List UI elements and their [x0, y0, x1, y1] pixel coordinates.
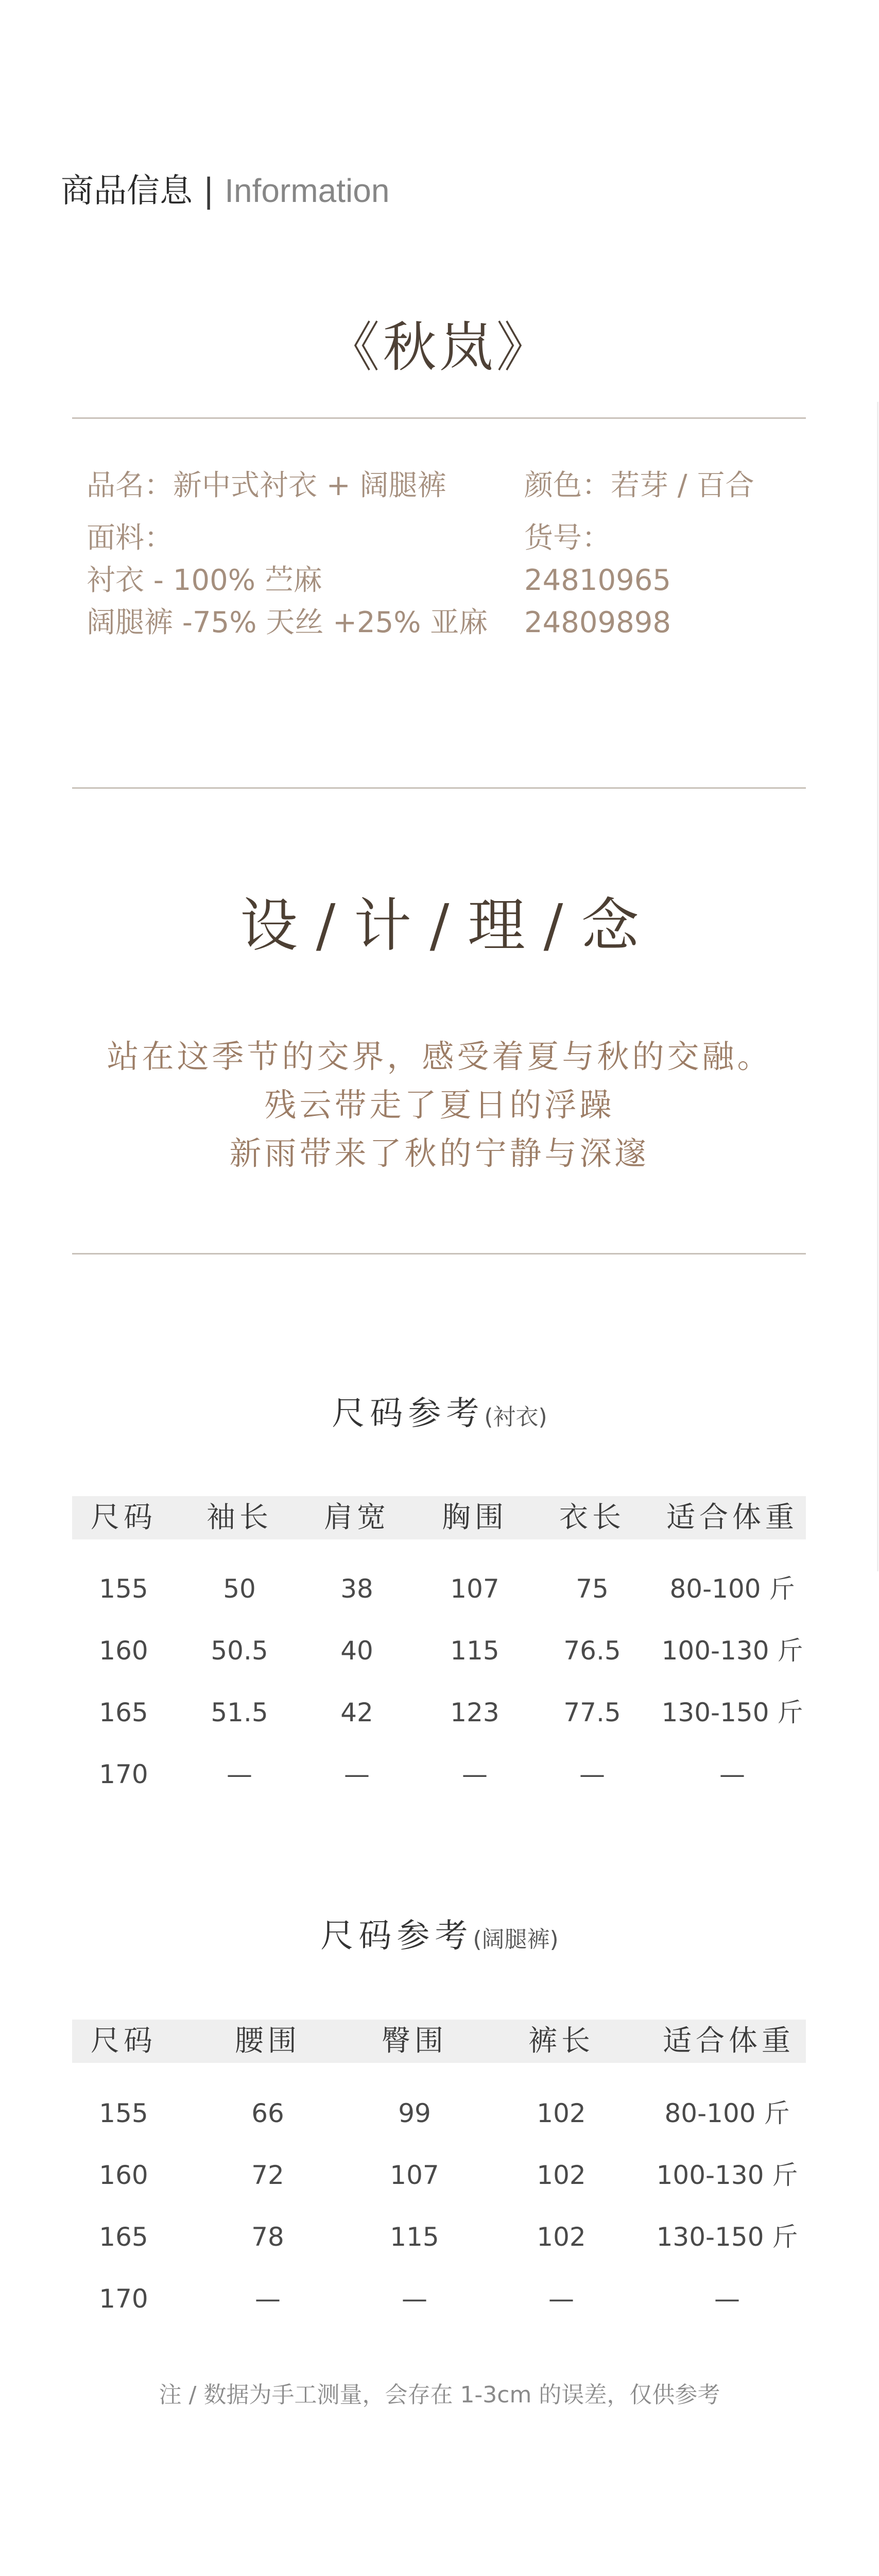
- shirt-r3-c3: 42: [340, 1698, 373, 1727]
- shirt-r2-c6: 100-130 斤: [661, 1636, 803, 1666]
- shirt-r3-c2: 51.5: [211, 1698, 268, 1727]
- sku-pants: 24809898: [524, 606, 671, 639]
- pants-table-header: [72, 2020, 806, 2063]
- fabric-shirt: 衬衣 - 100% 苎麻: [87, 564, 322, 597]
- pants-table-title: [0, 1917, 879, 1955]
- pants-r1-c2: 66: [251, 2098, 284, 2128]
- pants-r4-c5: —: [714, 2284, 740, 2314]
- design-line-2: 残云带走了夏日的浮躁: [264, 1086, 615, 1124]
- pants-th-weight: 适合体重: [663, 2024, 795, 2058]
- header-separator: |: [203, 172, 214, 210]
- shirt-table-subtitle: (衬衣): [484, 1404, 547, 1430]
- shirt-r2-c4: 115: [450, 1636, 499, 1666]
- shirt-r1-c4: 107: [450, 1574, 499, 1604]
- shirt-table-title-main: 尺码参考: [332, 1395, 485, 1433]
- shirt-r1-c6: 80-100 斤: [669, 1574, 795, 1604]
- info-left: [87, 465, 488, 644]
- pants-th-size: 尺码: [91, 2024, 157, 2058]
- shirt-th-weight: 适合体重: [666, 1501, 798, 1534]
- pants-r2-c2: 72: [251, 2160, 284, 2190]
- shirt-th-chest: 胸围: [442, 1501, 508, 1534]
- divider-top: [72, 417, 806, 419]
- pants-table-subtitle: (阔腿裤): [473, 1926, 559, 1953]
- shirt-r3-c6: 130-150 斤: [661, 1698, 803, 1727]
- measurement-note: 注 / 数据为手工测量，会存在 1-3cm 的误差，仅供参考: [159, 2382, 720, 2408]
- header-en: Information: [225, 172, 390, 209]
- shirt-r4-c3: —: [344, 1759, 370, 1789]
- section-header: [61, 174, 389, 208]
- pants-r1-c1: 155: [99, 2098, 148, 2128]
- shirt-r4-c4: —: [462, 1759, 488, 1789]
- divider-bottom: [72, 1253, 806, 1255]
- pants-r3-c2: 78: [251, 2222, 284, 2252]
- pants-r4-c3: —: [402, 2284, 427, 2314]
- divider-middle: [72, 787, 806, 789]
- sku-label: 货号：: [524, 521, 611, 555]
- shirt-r1-c5: 75: [576, 1574, 609, 1604]
- right-edge-line: [877, 402, 878, 1571]
- shirt-r3-c5: 77.5: [563, 1698, 621, 1727]
- shirt-r4-c5: —: [579, 1759, 605, 1789]
- design-line-3: 新雨带来了秋的宁静与深邃: [229, 1134, 650, 1172]
- shirt-th-length: 衣长: [559, 1501, 625, 1534]
- pants-th-length: 裤长: [528, 2024, 594, 2058]
- pants-r4-c1: 170: [99, 2284, 148, 2314]
- pants-r3-c3: 115: [390, 2222, 439, 2252]
- fabric-pants: 阔腿裤 -75% 天丝 +25% 亚麻: [87, 606, 488, 639]
- shirt-r2-c2: 50.5: [211, 1636, 268, 1666]
- product-color: 颜色：若芽 / 百合: [524, 469, 754, 502]
- pants-r1-c4: 102: [537, 2098, 586, 2128]
- pants-r2-c4: 102: [537, 2160, 586, 2190]
- pants-r4-c2: —: [255, 2284, 281, 2314]
- pants-r4-c4: —: [548, 2284, 574, 2314]
- shirt-th-size: 尺码: [91, 1501, 157, 1534]
- sku-shirt: 24810965: [524, 564, 671, 597]
- shirt-table-title: [0, 1395, 879, 1433]
- pants-r1-c5: 80-100 斤: [664, 2098, 790, 2128]
- pants-r3-c4: 102: [537, 2222, 586, 2252]
- product-name: 品名：新中式衬衣 + 阔腿裤: [87, 469, 446, 502]
- shirt-r4-c6: —: [719, 1759, 745, 1789]
- design-line-1: 站在这季节的交界，感受着夏与秋的交融。: [107, 1038, 772, 1075]
- pants-r3-c1: 165: [99, 2222, 148, 2252]
- header-cn: 商品信息: [61, 172, 193, 210]
- pants-r2-c5: 100-130 斤: [656, 2160, 798, 2190]
- pants-r1-c3: 99: [398, 2098, 431, 2128]
- pants-table-title-main: 尺码参考: [320, 1917, 473, 1955]
- pants-r2-c3: 107: [390, 2160, 439, 2190]
- shirt-r2-c5: 76.5: [563, 1636, 621, 1666]
- shirt-r3-c1: 165: [99, 1698, 148, 1727]
- shirt-r1-c2: 50: [223, 1574, 256, 1604]
- shirt-r1-c1: 155: [99, 1574, 148, 1604]
- shirt-th-shoulder: 肩宽: [324, 1501, 390, 1534]
- pants-r3-c5: 130-150 斤: [656, 2222, 798, 2252]
- design-title: 设 / 计 / 理 / 念: [240, 892, 639, 959]
- shirt-r2-c1: 160: [99, 1636, 148, 1666]
- info-right: [524, 465, 754, 644]
- shirt-r1-c3: 38: [340, 1574, 373, 1604]
- fabric-label: 面料：: [87, 521, 173, 555]
- shirt-r2-c3: 40: [340, 1636, 373, 1666]
- shirt-r4-c2: —: [227, 1759, 252, 1789]
- product-title: 《秋岚》: [326, 316, 553, 379]
- shirt-r4-c1: 170: [99, 1759, 148, 1789]
- pants-th-waist: 腰围: [235, 2024, 301, 2058]
- shirt-table-header: [72, 1496, 806, 1539]
- pants-r2-c1: 160: [99, 2160, 148, 2190]
- shirt-th-sleeve: 袖长: [206, 1501, 272, 1534]
- pants-th-hip: 臀围: [382, 2024, 447, 2058]
- shirt-r3-c4: 123: [450, 1698, 499, 1727]
